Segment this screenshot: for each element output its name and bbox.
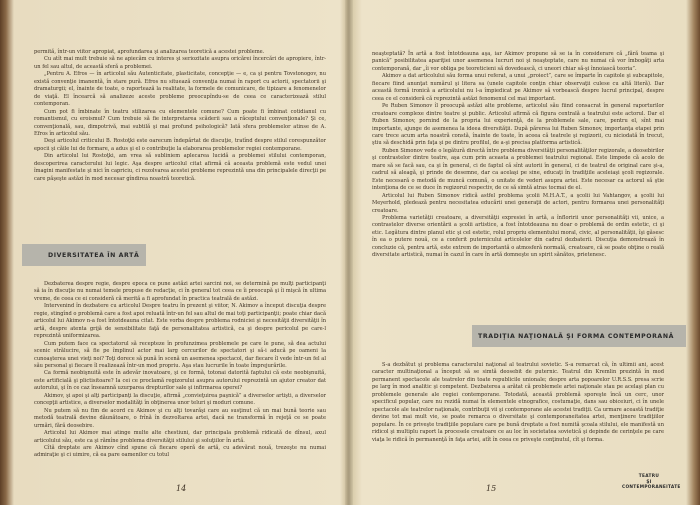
paragraph: permită, într-un viitor apropiat, aprofundarea şi analizarea teoretică a acestei probleme. [34, 49, 265, 55]
paragraph: Problema varietăţii creatoare, a diversităţii expresiei în artă, a înfloririi unor personalităţi vii, unice, a contrastelor diverse orientării a şcolii artistice, a fost întotdeauna nu doar o problemă de ordin estetic, ci şi etic. Legătura dintre planul etic şi cel estetic, rolul propriu elementului moral, civic, al personalităţii, îşi găsesc în ea o putere nouă, ce a conferit puternicului articolelor din cadrul dezbaterii. Discuţia demonstrează în concluzie că, pentru artă, este extrem de importantă o atmosferă normală, creatoare, că se poate obţine o reală diversitate artistică, numai în cazul în care în artă domneşte un spirit sănătos, prietenesc. [372, 214, 664, 259]
right-text-top [372, 51, 664, 260]
section-title: TRADIŢIA NAŢIONALĂ ŞI FORMA CONTEMPORANĂ [478, 332, 674, 340]
paragraph: Cu atît mai mult trebuie să ne apiecăm cu interes şi seriozitate asupra oricărei încercări de apropiere, într-un fel sau altul, de această sferă a problemei. [34, 56, 326, 70]
paragraph: Articolul lui Ruben Simonov ridică astfel problema şcolii M.H.A.T., a şcolii lui Vahtangov, a şcolii lui Meyerhold, pledează pentru necesitatea educării unei generaţii de actori, pentru formarea unei personalităţi creatoare. [372, 192, 664, 214]
paragraph: Ruben Simonov vede o legătură directă între problema diversităţii personalităţilor regizorale, a deosebirilor şi contrastelor dintre teatre, aşa cum prin aceasta a problemei teatrului regional. Este limpede că acolo de mare să se facă sau, ca şi în general, ci de faptul că sînt autorii în general, ci de teatrul de original care şi-a, cadrul să aleagă, şi prinde de desemne, dar ca acelaşi pe sine, educaţi în tradiţiile aceleiaşi şcoli regizorale. Este necesară o metodă de muncă comună, o unitate de vederi asupra artei. Este necesar ca actorul să ştie intenţiona de ce se duce în regizorul respectiv, de ce să simtă atras tocmai de el. [372, 147, 664, 192]
running-footer-line: ŞI [646, 479, 652, 485]
paragraph: S-a dezbătut şi problema caracterului naţional al teatrului sovietic. S-a remarcat că, în ultimii ani, acest caracter multinaţional a început să se simtă deosebit de puternic. Teatrul din Kremlin prezintă în mod permanent spectacole ale teatrelor din toate republicile unionale; despre arta popoarelor U.R.S.S. presa scrie pe larg în mod analitic şi competent. Dezbaterea a arătat că problemele artei naţionale stau pe acelaşi plan cu problemele generale ale regiei contemporane. Totodată, această problemă sporeşte încă un cerc, unor specificul popular, care nu rezidă numai în elementele etnografice, costumaţie, dans sau obiceiuri, ci în unele spectacole ale teatrelor naţionale, contribuţii vii şi contemporane ale acestei tradiţii. Ca urmare această tradiţie devine tot mai mult vie, se poate remarca o diversitate şi contemporaneitatea artei, menţinere tradiţiilor populare. În ce priveşte tradiţiile populare care pe bună dreptate a fost numită şcoala stilului, ele manifestă un ridicol şi multiplu raport la procesele creatoare ce au loc în societatea sovietică şi depinde de cerinţele pe care viaţa le ridică în permanenţă în faţa artei, atît în ceea ce priveşte conţinutul, cît şi forma. [372, 362, 664, 443]
page-number-left: 14 [176, 484, 187, 493]
section-title: DIVERSITATEA ÎN ARTĂ [48, 251, 140, 259]
paragraph: Ca formă neobişnuită este în adevăr inovatoare, şi ce formă, totonai datorită faptului că este neobişnuită, este artificială şi plictisitoare? Ia cei ce proclamă regizorului asupra autorului reprezintă un ajutor creator dat autorului, şi în ce caz înseamnă uzurparea drepturilor sale şi infirmarea operei? [34, 370, 326, 392]
page-number-right: 15 [486, 484, 497, 493]
right-text-bottom [372, 362, 664, 444]
running-footer-line: CONTEMPORANEITATE [622, 485, 681, 490]
left-text-bottom [34, 281, 326, 460]
book-spine [345, 0, 353, 505]
paragraph: Akimov, şi apoi şi alţi participanţi la discuţie, afirmă „convieţuirea paşnică” a diverselor artişti, a diverselor concepţii artistice, a diverselor modalităţi în obţinerea unor teluri şi moduri comune. [34, 392, 326, 407]
running-footer [622, 474, 681, 491]
paragraph: Deşi articolul criticului B. Rostoţki este oarecum îndepărtat de discuţie, tratînd despre stilul corespunzător epocii şi căile lui de formare, a adus şi el o contribuţie la elaborarea problemelor regiei contemporane. [34, 138, 326, 152]
paragraph: Cum putem face ca spectatorul să recepteze în profunzimea problemele pe care le pune, să dea actului scenic strălucire, să fie pe împlinul actor mai larg cercurilor de spectatori şi să-i aducă pe oameni la cunoaşterea unei vieţi noi? Toţi dorece să pună în scenă un asemenea spectacol, dar fiecare îl vede într-un fel al său personal şi fiecare îl realizează într-un mod propriu. Aşa stau lucrurile în toate împrejurările. [34, 340, 326, 369]
section-banner-tradition [472, 325, 686, 347]
right-page [356, 0, 686, 505]
paragraph: Intervenind în dezbatere cu articolul Despre teatru în prezent şi viitor, N. Akimov a început discuţia despre regie, stingînd o problemă care a fost apoi reluată într-un fel sau altul de mai toţi participanţii; poate chiar dacă articolul lui Akimov n-a fost întotdeauna citat. Este vorba despre problema rodniciei şi necesităţii diversităţii în artă, despre atenta grijă de sensibilitate faţă de personalitatea artistică, ca şi despre pericolul pe care-l reprezintă uniformizarea. [34, 303, 326, 340]
section-banner-diversity [22, 244, 146, 266]
paragraph: „Pentru A. Efros — în articolul său Autenticitate, plasticitate, concepţie — e, ca şi pentru Tovstonogov, nu există convenţie imanentă, în stare pură. Efros nu situează convenţia numai în raport cu actorii, spectatorii şi dramaturgii; el, înainte de toate, o raportează la realitate, la formele de comunicare, de tipizare a fenomenelor de viaţă. El încearcă să analizeze aceste probleme preocupîndu-se de ceea ce caracterizează stilul contemporan. [34, 71, 326, 108]
left-page [14, 0, 344, 505]
paragraph: Akimov a dat articolului său forma unui referat, a unui „proiect”, care se împarte în capitole şi subcapitole, fiecare fiind anunţat numărul şi litera sa (unele capitole conţin chiar observaţii culese cu altă literă). Dar această formă ironică a articolului nu l-a împiedicat pe Akimov să vorbească despre lucrul principal, despre ceea ce el consideră că reprezintă astăzi fenomenul cel mai important. [372, 73, 664, 102]
paragraph: neaşteptată? În artă a fost întotdeauna aşa, iar Akimov propune să se ia în considerare că „fără teama şi panică” posibilitatea apariţiei unor asemenea lucruri noi şi neaşteptate, care nu numai că vor îmbogăţi arta contemporană, dar „îi vor obliga pe teoreticieni să dovedească, ci uneori chiar să-şi înnoiască teoria”. [372, 51, 664, 72]
paragraph: Pe Ruben Simonov îl preocupă astăzi alte probleme, articolul său fiind consacrat în general raporturilor creatoare complexe dintre teatre şi public. Articolul afirmă că figura centrală a teatrului este actorul. Dar el Ruben Simonov, pornind de la propria lui experienţă, de la problemele sale, care, pentru el, sînt mai importante, ajunge de asemenea la ideea diversităţii. După părerea lui Ruben Simonov, importanţa etapei prin care trece acum arta noastră constă, înainte de toate, în aceea că teatrele şi regizorii, cu niciodată în trecut, ştiu să deschidă prin faţa şi pe dintru profilul, de a-şi precisa platforma artistică. [372, 103, 664, 147]
running-footer-line: TEATRU [638, 474, 660, 479]
paragraph: Dezbaterea despre regie, despre epoca ce pune astăzi artei sarcini noi, se determină pe mulţi participanţi să ia în discuţie nu numai temele propuse de redacţie, ci în general tot ceea ce îi preocupă şi îi mişcă în ultima vreme, de ceea ce ei consideră că merită a fi aprofundat în practica teatrală de astăzi. [34, 281, 326, 302]
paragraph: Cum pot fi îmbinate în teatru stilizarea cu elementele comune? Cum poate fi îmbinat cotidianul cu romantismul, cu eroismul? Cum trebuie să fie interpretarea scăderii sau a răceptului convenţionale? Şi ce, convenţională, sau, dimpotrivă, mai subtilă şi mai profund psihologică? Iată sfera problemelor atinse de A. Efros în articolul său. [34, 108, 326, 137]
paragraph: Din articolul lui Rostoţki, am vrea să subliniem aplecarea lucidă a problemei stilului contemporan, descoperirea caracterului lui legic. Aşa despre articolul citat afirmă că aceasta problemă este vedul unei îmagini manifestate şi nici în capriciu, ci rezolvarea acestei probleme reprezintă una din principalele direcţii pe care păşeşte astăzi în mod necesar gîndirea noastră teoretică. [34, 153, 326, 182]
paragraph: Cîtă dreptate are Akimov cînd spune că fiecare operă de artă, cu adevărat nouă, trezeşte nu numai admiraţie şi ci uimire, că ea pare oamenilor cu totul [34, 444, 326, 459]
left-text-top [34, 49, 326, 183]
paragraph: Nu putem să nu fim de acord cu Akimov şi cu alţi tovarăşi care au susţinut că un mai bună teorie sau metodă teatrală devine dăunătoare, o frînă în dezvoltarea artei, dacă ne transformă în rejeţă ce se poate urmări, fără deosebire. [34, 407, 326, 429]
paragraph: Articolul lui Akimov mai atinge multe alte chestiuni, dar principala problemă ridicată de dînsul, axul articolului său, este ca şi rămîne problema diversităţii stilului şi soluţiilor în artă. [34, 430, 326, 444]
